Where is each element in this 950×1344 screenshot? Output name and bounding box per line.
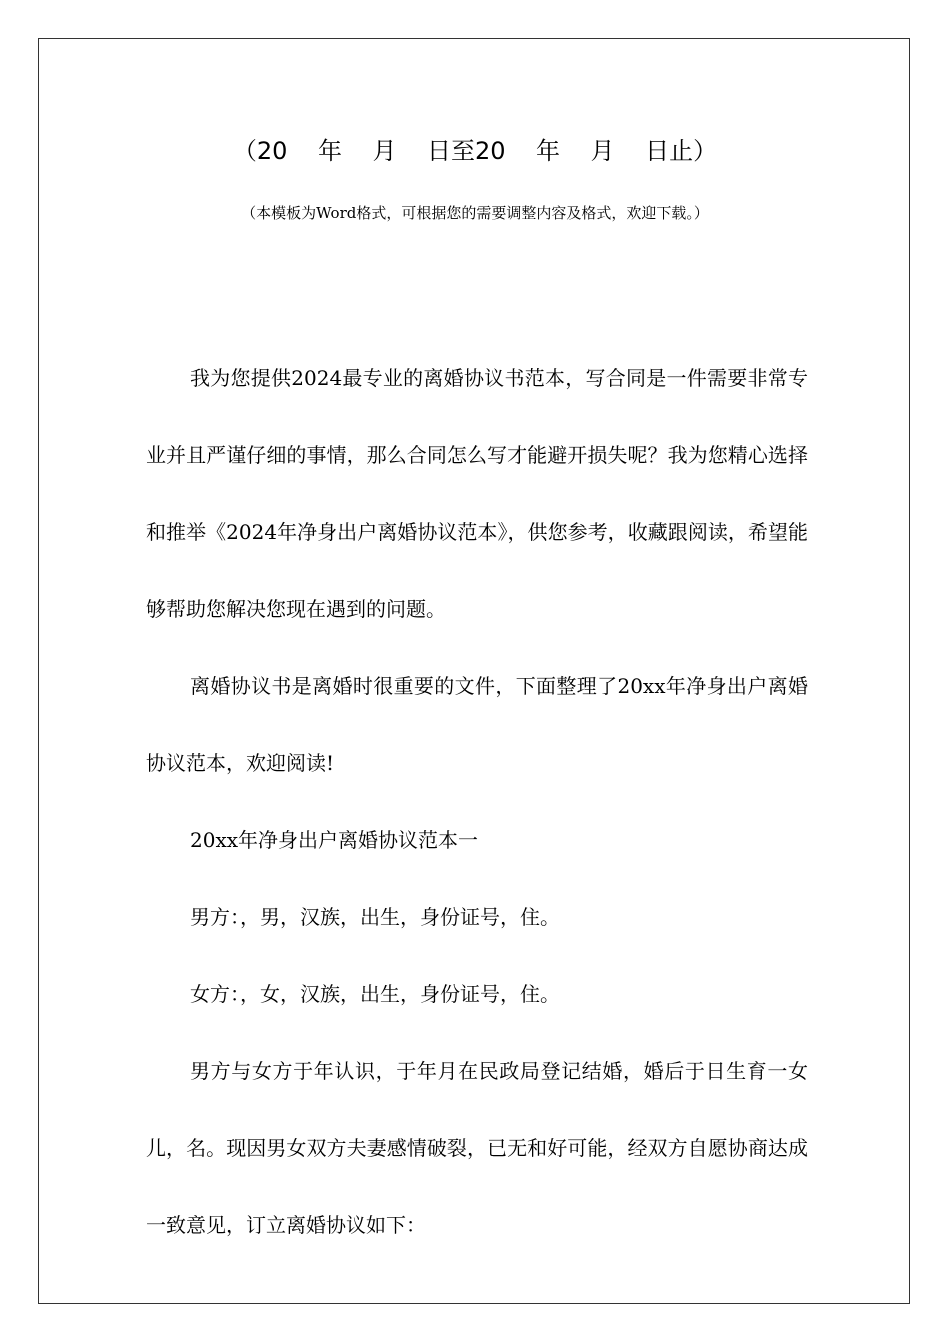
intro-paragraph: 我为您提供2024最专业的离婚协议书范本，写合同是一件需要非常专业并且严谨仔细的事情，那么合同怎么写才能避开损失呢？我为您精心选择和推举《2024年净身出户离婚协议范本》，供您参考，收藏跟阅读，希望能够帮助您解决您现在遇到的问题。 [146, 366, 808, 621]
marriage-background-paragraph: 男方与女方于年认识，于年月在民政局登记结婚，婚后于日生育一女儿，名。现因男女双方夫妻感情破裂，已无和好可能，经双方自愿协商达成一致意见，订立离婚协议如下： [146, 1059, 808, 1237]
party-male-line: 男方：，男，汉族，出生，身份证号，住。 [190, 905, 560, 929]
party-female-line: 女方：，女，汉族，出生，身份证号，住。 [190, 982, 560, 1006]
template-note: （本模板为Word格式，可根据您的需要调整内容及格式，欢迎下载。） [241, 204, 709, 222]
section-title: 20xx年净身出户离婚协议范本一 [190, 828, 479, 852]
document-body [146, 340, 808, 1264]
date-range-heading: （20 年 月 日至20 年 月 日止） [232, 137, 718, 165]
summary-paragraph: 离婚协议书是离婚时很重要的文件，下面整理了20xx年净身出户离婚协议范本，欢迎阅读! [146, 674, 808, 775]
